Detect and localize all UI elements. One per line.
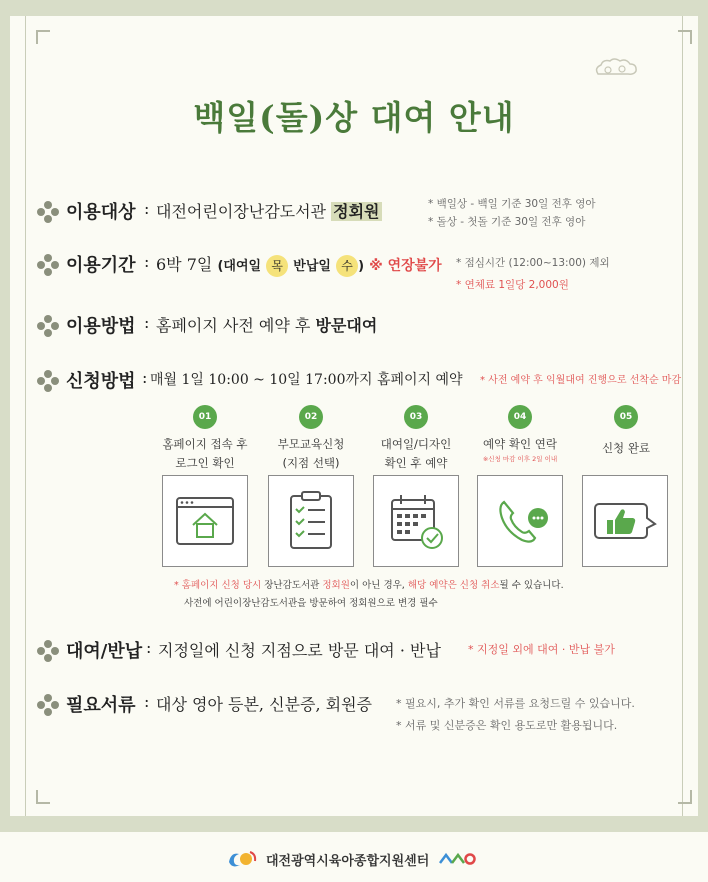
section-label: 신청방법 [66, 371, 136, 392]
return-day-badge: 수 [336, 255, 358, 277]
cloud-ornament-icon [594, 58, 640, 80]
section-label: 이용대상 [66, 202, 136, 223]
corner-ornament [36, 790, 50, 804]
step-number: 01 [193, 405, 217, 429]
corner-ornament [36, 30, 50, 44]
section-note: * 지정일 외에 대여 · 반납 불가 [468, 643, 615, 656]
section-label: 필요서류 [66, 695, 136, 716]
section-separator: : [144, 692, 150, 711]
no-extend-notice: ※ 연장불가 [369, 258, 442, 274]
step-icon-box [268, 475, 354, 567]
clipboard-checklist-icon [269, 476, 353, 566]
step-number: 02 [299, 405, 323, 429]
warning-line: 사전에 어린이장난감도서관을 방문하여 정회원으로 변경 필수 [184, 598, 438, 609]
section-text: 홈페이지 사전 예약 후 방문대여 [156, 316, 378, 335]
section-note: * 백일상 - 백일 기준 30일 전후 영아 [428, 198, 596, 210]
corner-ornament [678, 30, 692, 44]
flower-bullet-icon [36, 639, 60, 663]
rent-day-badge: 목 [266, 255, 288, 277]
step-number: 03 [404, 405, 428, 429]
flower-bullet-icon [36, 693, 60, 717]
step-number: 04 [508, 405, 532, 429]
section-separator: : [144, 252, 150, 271]
step-label: 부모교육신청 [277, 437, 345, 451]
step-4 [475, 405, 565, 464]
footer-org-name: 대전광역시육아종합지원센터 [266, 853, 430, 869]
flower-bullet-icon [36, 200, 60, 224]
center-logo-icon [226, 848, 258, 870]
section-text: 6박 7일 (대여일 목 반납일 수 ) ※ 연장불가 [156, 252, 442, 277]
step-label: 대여일/디자인 [380, 437, 452, 451]
flower-bullet-icon [36, 253, 60, 277]
step-label: 로그인 확인 [175, 456, 235, 470]
section-note: * 점심시간 (12:00~13:00) 제외 [456, 257, 610, 269]
step-icon-box [373, 475, 459, 567]
browser-home-icon [163, 476, 247, 566]
step-5 [581, 405, 671, 458]
step-icon-box [477, 475, 563, 567]
section-separator: : [144, 313, 150, 332]
step-number: 05 [614, 405, 638, 429]
step-label: 신청 완료 [601, 441, 651, 455]
phone-chat-icon [478, 476, 562, 566]
warning-line: * 홈페이지 신청 당시 장난감도서관 정회원이 아닌 경우, 해당 예약은 신청 취소될 수 있습니다. [174, 580, 564, 591]
section-separator: : [142, 368, 148, 387]
section-note: * 서류 및 신분증은 확인 용도로만 활용됩니다. [396, 719, 618, 732]
thumbs-up-icon [583, 476, 667, 566]
footer-logo-group [226, 848, 477, 870]
section-label: 이용방법 [66, 316, 136, 337]
step-icon-box [162, 475, 248, 567]
section-text: 대전어린이장난감도서관 정회원 [156, 202, 380, 221]
section-note: * 연체료 1일당 2,000원 [456, 279, 569, 291]
footer [0, 832, 708, 882]
method-bold: 방문대여 [315, 316, 378, 335]
calendar-check-icon [374, 476, 458, 566]
section-text: 매월 1일 10:00 ~ 10일 17:00까지 홈페이지 예약 [150, 372, 463, 388]
step-label: (지점 선택) [282, 456, 340, 470]
step-label: 예약 확인 연락 [483, 437, 557, 451]
section-separator: : [144, 199, 150, 218]
page-title: 백일(돌)상 대여 안내 [193, 98, 515, 137]
section-note: * 사전 예약 후 익월대여 진행으로 선착순 마감 [480, 375, 682, 386]
highlight-member: 정회원 [333, 202, 380, 221]
step-label: 확인 후 예약 [384, 456, 448, 470]
pass-logo-icon [437, 849, 477, 869]
step-3 [371, 405, 461, 473]
step-label: 홈페이지 접속 후 [162, 437, 248, 451]
section-note: * 필요시, 추가 확인 서류를 요청드릴 수 있습니다. [396, 697, 635, 710]
flower-bullet-icon [36, 314, 60, 338]
step-2 [266, 405, 356, 473]
step-sublabel: ※신청 마감 이후 2일 이내 [482, 455, 558, 463]
section-label: 이용기간 [66, 255, 136, 276]
step-1 [160, 405, 250, 473]
section-text: 지정일에 신청 지점으로 방문 대여 · 반납 [158, 641, 441, 660]
flower-bullet-icon [36, 369, 60, 393]
section-note: * 돌상 - 첫돌 기준 30일 전후 영아 [428, 216, 586, 228]
section-label: 대여/반납 [66, 641, 143, 662]
section-text: 대상 영아 등본, 신분증, 회원증 [156, 695, 372, 714]
corner-ornament [678, 790, 692, 804]
section-separator: : [146, 638, 152, 657]
step-icon-box [582, 475, 668, 567]
